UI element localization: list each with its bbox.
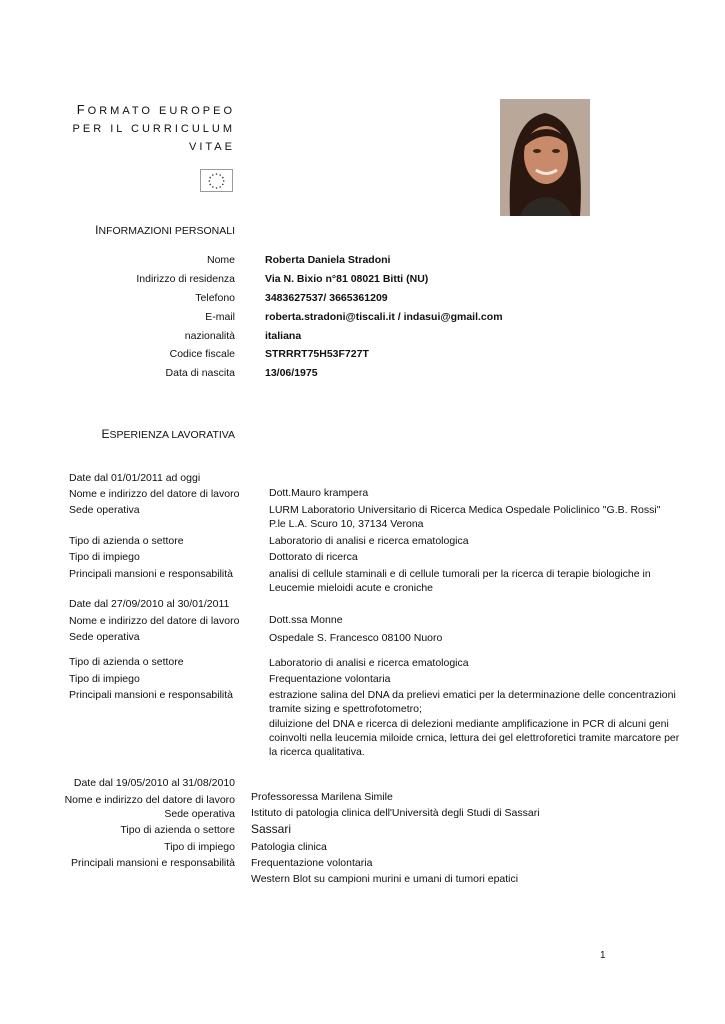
job1-sector-label: Tipo di azienda o settore [69, 535, 184, 547]
eu-flag-icon [200, 169, 233, 192]
job3-type: Patologia clinica [251, 841, 327, 853]
label-phone: Telefono [195, 292, 235, 304]
job3-sector: Sassari [251, 822, 292, 836]
job2-sector-label: Tipo di azienda o settore [69, 656, 184, 668]
job1-type-label: Tipo di impiego [69, 551, 140, 563]
job2-type: Frequentazione volontaria [269, 673, 391, 685]
label-name: Nome [206, 254, 235, 266]
job3-extra: Western Blot su campioni murini e umani di tumori epatici [251, 873, 519, 885]
job1-duties: analisi di cellule staminali e di cellule tumorali per la ricerca di terapie biologiche in Leucemie mieloidi acute e croniche [269, 568, 651, 594]
job2-sector: Laboratorio di analisi e ricerca ematologica [269, 657, 469, 669]
job1-employer: Dott.Mauro krampera [269, 487, 369, 499]
page-number: 1 [600, 950, 606, 961]
job3-type-label: Tipo di impiego [164, 841, 235, 853]
value-email: roberta.stradoni@tiscali.it / indasui@gmail.com [265, 311, 503, 323]
job1-site-line1: LURM Laboratorio Universitario di Ricerca Medica Ospedale Policlinico "G.B. Rossi" [269, 504, 661, 516]
cv-title-line-2: PER IL CURRICULUM [72, 123, 235, 135]
job3-date: Date dal 19/05/2010 al 31/08/2010 [73, 777, 235, 789]
job2-date: Date dal 27/09/2010 al 30/01/2011 [69, 598, 230, 610]
job3-site-label: Sede operativa [164, 808, 235, 820]
job2-employer-label: Nome e indirizzo del datore di lavoro [69, 615, 240, 627]
job1-date: Date dal 01/01/2011 ad oggi [69, 472, 201, 484]
value-name: Roberta Daniela Stradoni [265, 254, 391, 266]
job2-duties-1: estrazione salina del DNA da prelievi ematici per la determinazione delle concentrazioni tramite sizing e spettrofotometro; [269, 689, 676, 715]
label-email: E-mail [205, 311, 235, 323]
section-title-personal: INFORMAZIONI PERSONALI [95, 223, 235, 237]
section-title-experience: ESPERIENZA LAVORATIVA [101, 427, 235, 441]
value-address: Via N. Bixio n°81 08021 Bitti (NU) [265, 273, 429, 285]
job1-type: Dottorato di ricerca [269, 551, 358, 563]
value-nationality: italiana [265, 330, 302, 342]
job2-type-label: Tipo di impiego [69, 673, 140, 685]
profile-photo [500, 99, 590, 216]
job2-employer: Dott.ssa Monne [269, 614, 343, 626]
job1-duties-label: Principali mansioni e responsabilità [69, 568, 234, 580]
job2-duties-label: Principali mansioni e responsabilità [69, 689, 234, 701]
job1-site-line2: P.le L.A. Scuro 10, 37134 Verona [269, 518, 424, 530]
job2-site: Ospedale S. Francesco 08100 Nuoro [269, 632, 443, 644]
label-address: Indirizzo di residenza [136, 273, 235, 285]
job3-duties: Frequentazione volontaria [251, 857, 373, 869]
job1-employer-label: Nome e indirizzo del datore di lavoro [69, 488, 240, 500]
label-tax-code: Codice fiscale [169, 348, 235, 360]
job3-sector-label: Tipo di azienda o settore [120, 824, 235, 836]
job3-employer: Professoressa Marilena Simile [251, 791, 393, 803]
job1-sector: Laboratorio di analisi e ricerca ematologica [269, 535, 469, 547]
job2-site-label: Sede operativa [69, 631, 140, 643]
cv-title-line-1: FORMATO EUROPEO [76, 102, 235, 117]
job3-duties-label: Principali mansioni e responsabilità [70, 857, 235, 869]
job3-site: Istituto di patologia clinica dell'Università degli Studi di Sassari [251, 807, 540, 819]
cv-title-line-3: VITAE [189, 141, 235, 153]
job1-site-label: Sede operativa [69, 504, 140, 516]
label-nationality: nazionalità [184, 330, 235, 342]
job3-employer-label: Nome e indirizzo del datore di lavoro [64, 794, 235, 806]
label-birth-date: Data di nascita [165, 367, 235, 379]
value-phone: 3483627537/ 3665361209 [265, 292, 388, 304]
value-birth-date: 13/06/1975 [265, 367, 318, 379]
value-tax-code: STRRRT75H53F727T [265, 348, 369, 360]
job2-duties-2: diluizione del DNA e ricerca di delezioni mediante amplificazione in PCR di alcuni geni coinvolti nella leucemia miloide crnica, lettura dei gel elettroforetici tramite marcatore per la ricerca qualitativa. [269, 718, 680, 758]
